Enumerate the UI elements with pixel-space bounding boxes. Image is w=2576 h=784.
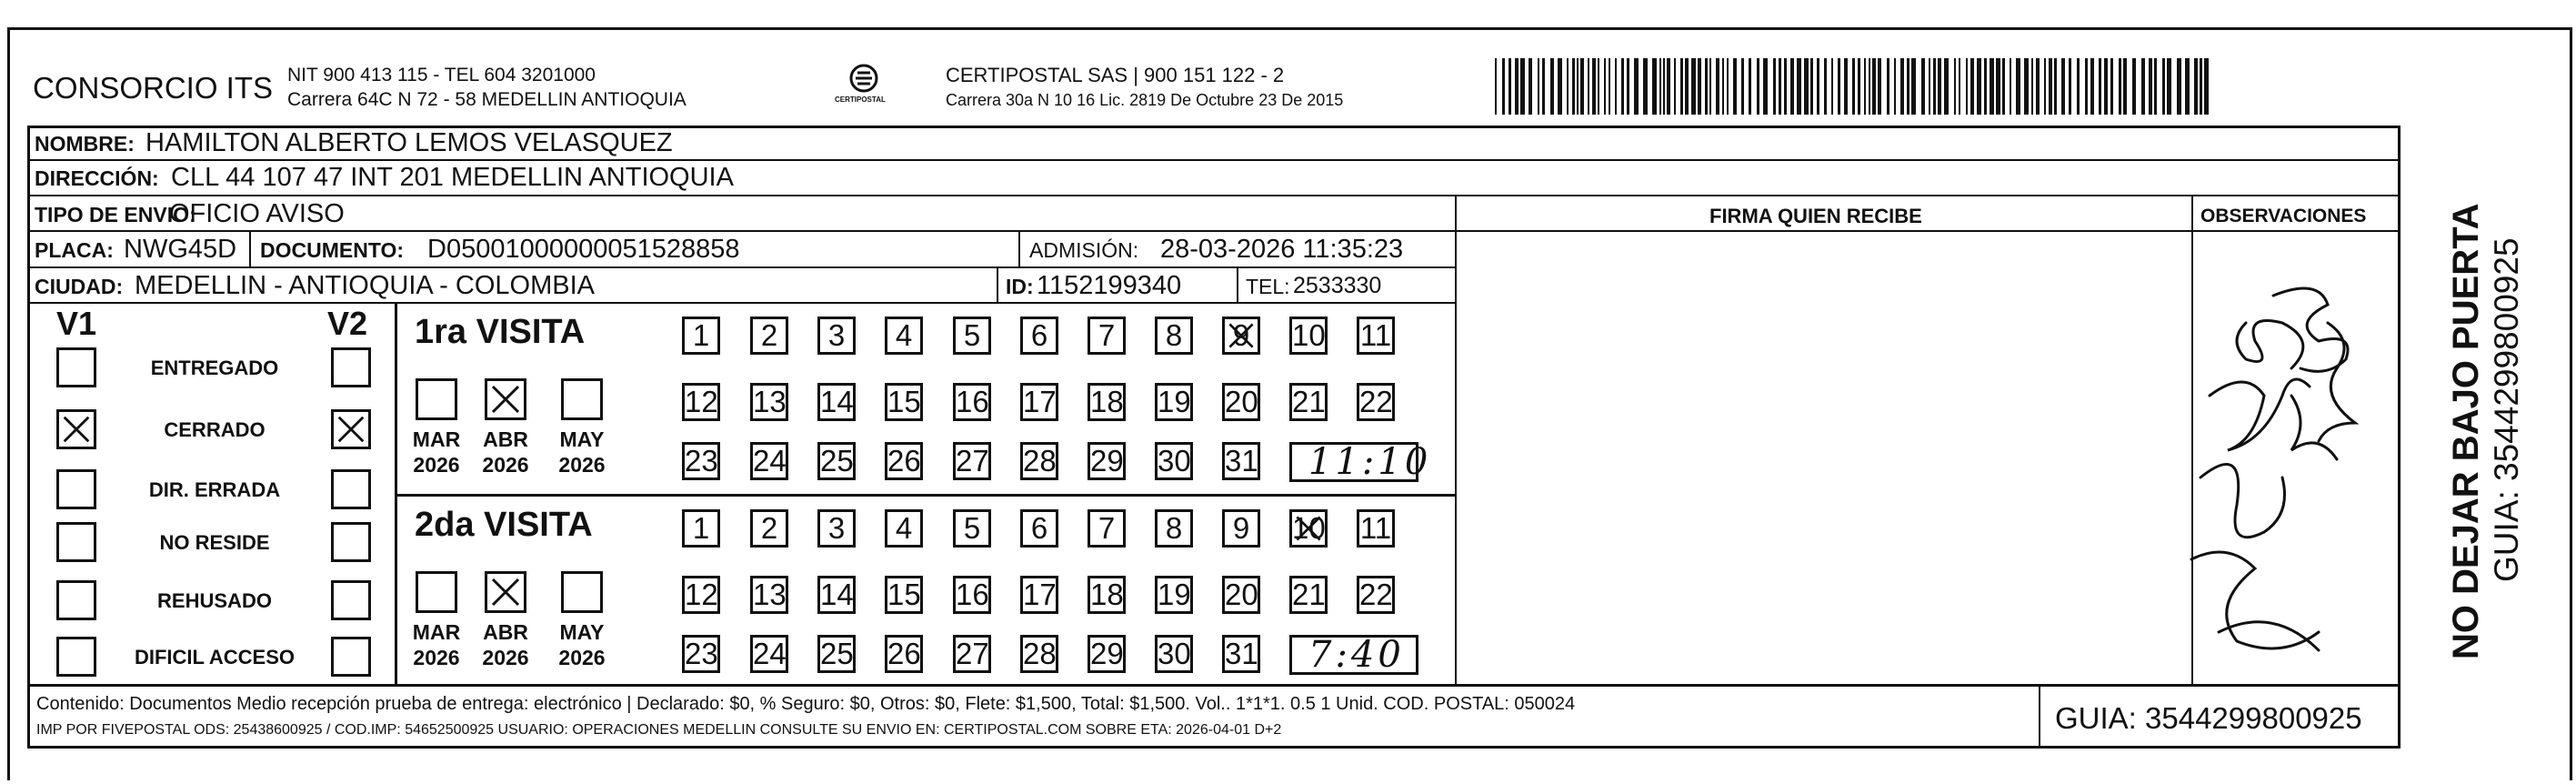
day-box[interactable]: 16 — [953, 576, 991, 614]
day-box[interactable]: 2 — [750, 509, 788, 548]
row-line-5 — [27, 302, 1457, 304]
v2-label: V2 — [327, 305, 368, 342]
visit-title: 2da VISITA — [415, 506, 593, 544]
name-label: NOMBRE: — [35, 132, 135, 156]
address-label: DIRECCIÓN: — [35, 166, 159, 190]
day-box[interactable]: 4 — [885, 317, 923, 355]
admission-sep — [1018, 230, 1020, 266]
day-box[interactable]: 24 — [750, 635, 788, 673]
visit-time: 11:10 — [1308, 441, 1432, 483]
status-option-label: ENTREGADO — [150, 357, 279, 379]
plate-sep — [249, 230, 251, 266]
visit-title: 1ra VISITA — [415, 313, 586, 351]
row-line-3 — [27, 230, 1457, 232]
year-label: 2026 — [482, 453, 529, 477]
id-label: ID: — [1006, 275, 1034, 298]
side-guia: GUIA: 3544299800925 — [2488, 237, 2525, 582]
day-box[interactable]: 11 — [1357, 509, 1395, 548]
v1-checkbox[interactable] — [56, 469, 96, 509]
day-box[interactable]: 23 — [682, 442, 720, 480]
day-box[interactable]: 10 — [1289, 509, 1328, 548]
guia-col-line — [2039, 684, 2040, 748]
visit-time: 7:40 — [1308, 634, 1405, 676]
plate-label: PLACA: — [35, 238, 114, 262]
v2-checkbox[interactable] — [331, 469, 371, 509]
day-box[interactable]: 19 — [1155, 383, 1193, 421]
v1-checkbox[interactable] — [56, 522, 96, 562]
day-box[interactable]: 8 — [1155, 509, 1193, 548]
form-bottom-line — [27, 746, 2401, 749]
day-box[interactable]: 6 — [1020, 509, 1058, 548]
footer-content: Contenido: Documentos Medio recepción prueba de entrega: electrónico | Declarado: $0, % Seguro: $0, Otros: $0, Flete: $1,500, Total: $1,500. Vol.. 1*1*1. 0.5 1 Unid. COD. POSTAL: 050024 — [36, 694, 1576, 714]
logo-caption: CERTIPOSTAL — [835, 95, 886, 104]
type-value: OFICIO AVISO — [169, 199, 345, 228]
tel-value: 2533330 — [1293, 273, 1382, 298]
year-label: 2026 — [413, 646, 460, 669]
day-box[interactable]: 29 — [1088, 635, 1126, 673]
day-box[interactable]: 20 — [1222, 576, 1260, 614]
year-label: 2026 — [482, 646, 529, 669]
visit-time-box[interactable] — [1289, 441, 1432, 483]
day-box[interactable]: 26 — [885, 635, 923, 673]
company-nit: NIT 900 413 115 - TEL 604 3201000 — [287, 65, 596, 85]
day-box[interactable]: 19 — [1155, 576, 1193, 614]
v1-checkbox[interactable] — [56, 409, 96, 449]
v2-checkbox[interactable] — [331, 347, 371, 387]
month-label: ABR — [483, 427, 528, 451]
v2-checkbox[interactable] — [331, 409, 371, 449]
handwritten-signature — [2182, 268, 2401, 678]
signature-header: FIRMA QUIEN RECIBE — [1709, 205, 1922, 227]
city-value: MEDELLIN - ANTIOQUIA - COLOMBIA — [135, 271, 595, 300]
city-label: CIUDAD: — [35, 275, 124, 298]
v1-checkbox[interactable] — [56, 347, 96, 387]
id-sep — [997, 266, 998, 303]
day-box[interactable]: 4 — [885, 509, 923, 548]
day-box[interactable]: 18 — [1088, 383, 1126, 421]
day-box[interactable]: 14 — [817, 383, 856, 421]
day-box[interactable]: 17 — [1020, 383, 1058, 421]
day-box[interactable]: 14 — [817, 576, 856, 614]
day-box[interactable]: 26 — [885, 442, 923, 480]
doc-label: DOCUMENTO: — [260, 238, 405, 262]
day-box[interactable]: 27 — [953, 442, 991, 480]
type-label: TIPO DE ENVIO: — [35, 203, 196, 226]
month-checkbox[interactable] — [416, 571, 457, 613]
address-value: CLL 44 107 47 INT 201 MEDELLIN ANTIOQUIA — [171, 163, 734, 192]
day-box[interactable]: 24 — [750, 442, 788, 480]
status-option-label: DIFICIL ACCESO — [134, 646, 295, 668]
month-label: MAR — [412, 427, 461, 451]
day-box[interactable]: 9 — [1222, 317, 1260, 355]
day-box[interactable]: 7 — [1088, 317, 1126, 355]
day-box[interactable]: 25 — [817, 635, 856, 673]
year-label: 2026 — [413, 453, 460, 477]
month-checkbox[interactable] — [485, 378, 526, 420]
day-box[interactable]: 6 — [1020, 317, 1058, 355]
day-box[interactable]: 28 — [1020, 442, 1058, 480]
day-box[interactable]: 20 — [1222, 383, 1260, 421]
signature-header-line — [1455, 230, 2401, 232]
day-box[interactable]: 12 — [682, 383, 720, 421]
year-label: 2026 — [558, 453, 606, 477]
frame-left-line — [7, 27, 10, 780]
day-box[interactable]: 9 — [1222, 509, 1260, 548]
day-box[interactable]: 8 — [1155, 317, 1193, 355]
visit-time-box[interactable] — [1289, 635, 1418, 675]
row-line-4 — [27, 266, 1457, 268]
day-box[interactable]: 17 — [1020, 576, 1058, 614]
day-box[interactable]: 31 — [1222, 635, 1260, 673]
tel-label: TEL: — [1246, 275, 1290, 298]
day-box[interactable]: 18 — [1088, 576, 1126, 614]
v2-checkbox[interactable] — [331, 522, 371, 562]
day-box[interactable]: 13 — [750, 383, 788, 421]
day-box[interactable]: 21 — [1289, 576, 1328, 614]
id-value: 1152199340 — [1037, 271, 1182, 300]
day-box[interactable]: 25 — [817, 442, 856, 480]
v1-label: V1 — [56, 305, 97, 342]
frame-right-line — [2570, 27, 2572, 780]
certipostal-logo — [835, 60, 889, 111]
sig-col-line — [1455, 195, 1457, 686]
footer-guia: GUIA: 3544299800925 — [2055, 701, 2362, 735]
barcode — [1495, 58, 2213, 115]
month-label: MAY — [559, 620, 605, 644]
day-box[interactable]: 15 — [885, 576, 923, 614]
day-box[interactable]: 31 — [1222, 442, 1260, 480]
row-line-2 — [27, 195, 2401, 196]
name-value: HAMILTON ALBERTO LEMOS VELASQUEZ — [145, 128, 673, 157]
day-box[interactable]: 16 — [953, 383, 991, 421]
status-option-label: REHUSADO — [157, 589, 272, 612]
day-box[interactable]: 1 — [682, 509, 720, 548]
company-name: CONSORCIO ITS — [33, 71, 274, 105]
day-box[interactable]: 5 — [953, 317, 991, 355]
doc-value: D05001000000051528858 — [427, 235, 740, 264]
day-box[interactable]: 28 — [1020, 635, 1058, 673]
day-box[interactable]: 22 — [1357, 383, 1395, 421]
row-line-1 — [27, 159, 2401, 161]
day-box[interactable]: 21 — [1289, 383, 1328, 421]
v2-checkbox[interactable] — [331, 580, 371, 620]
v2-checkbox[interactable] — [331, 637, 371, 677]
status-option-label: CERRADO — [164, 418, 266, 441]
day-box[interactable]: 10 — [1289, 317, 1328, 355]
admission-label: ADMISIÓN: — [1029, 238, 1139, 262]
plate-value: NWG45D — [124, 235, 237, 264]
form-left-line — [27, 126, 30, 748]
observations-header: OBSERVACIONES — [2200, 206, 2367, 226]
tel-sep — [1237, 266, 1238, 303]
month-checkbox[interactable] — [416, 378, 457, 420]
visit-divider-line — [395, 494, 1457, 497]
day-box[interactable]: 3 — [817, 317, 856, 355]
day-box[interactable]: 7 — [1088, 509, 1126, 548]
footer-imp: IMP POR FIVEPOSTAL ODS: 25438600925 / COD.IMP: 54652500925 USUARIO: OPERACIONES MEDELLIN CONSULTE SU ENVIO EN: CERTIPOSTAL.COM SOBRE ETA: 2026-04-01 D+2 — [36, 722, 1282, 738]
day-box[interactable]: 1 — [682, 317, 720, 355]
day-box[interactable]: 11 — [1357, 317, 1395, 355]
status-option-label: DIR. ERRADA — [148, 478, 281, 501]
month-checkbox[interactable] — [561, 571, 603, 613]
day-box[interactable]: 22 — [1357, 576, 1395, 614]
month-checkbox[interactable] — [485, 571, 526, 613]
day-box[interactable]: 15 — [885, 383, 923, 421]
v1-checkbox[interactable] — [56, 637, 96, 677]
v1-checkbox[interactable] — [56, 580, 96, 620]
day-box[interactable]: 12 — [682, 576, 720, 614]
month-label: MAR — [412, 620, 461, 644]
provider-name: CERTIPOSTAL SAS | 900 151 122 - 2 — [946, 64, 1285, 86]
year-label: 2026 — [558, 646, 606, 669]
day-box[interactable]: 2 — [750, 317, 788, 355]
day-box[interactable]: 3 — [817, 509, 856, 548]
month-label: MAY — [559, 427, 605, 451]
day-box[interactable]: 13 — [750, 576, 788, 614]
day-box[interactable]: 29 — [1088, 442, 1126, 480]
footer-top-line — [27, 684, 2401, 687]
status-option-label: NO RESIDE — [159, 531, 270, 554]
month-label: ABR — [483, 620, 528, 644]
company-address: Carrera 64C N 72 - 58 MEDELLIN ANTIOQUIA — [287, 89, 687, 110]
day-box[interactable]: 30 — [1155, 635, 1193, 673]
month-checkbox[interactable] — [561, 378, 603, 420]
side-warning: NO DEJAR BAJO PUERTA — [2446, 203, 2486, 659]
admission-value: 28-03-2026 11:35:23 — [1160, 235, 1404, 264]
day-box[interactable]: 27 — [953, 635, 991, 673]
day-box[interactable]: 5 — [953, 509, 991, 548]
day-box[interactable]: 30 — [1155, 442, 1193, 480]
frame-top-line — [7, 27, 2571, 30]
provider-address: Carrera 30a N 10 16 Lic. 2819 De Octubre 23 De 2015 — [946, 91, 1344, 109]
day-box[interactable]: 23 — [682, 635, 720, 673]
